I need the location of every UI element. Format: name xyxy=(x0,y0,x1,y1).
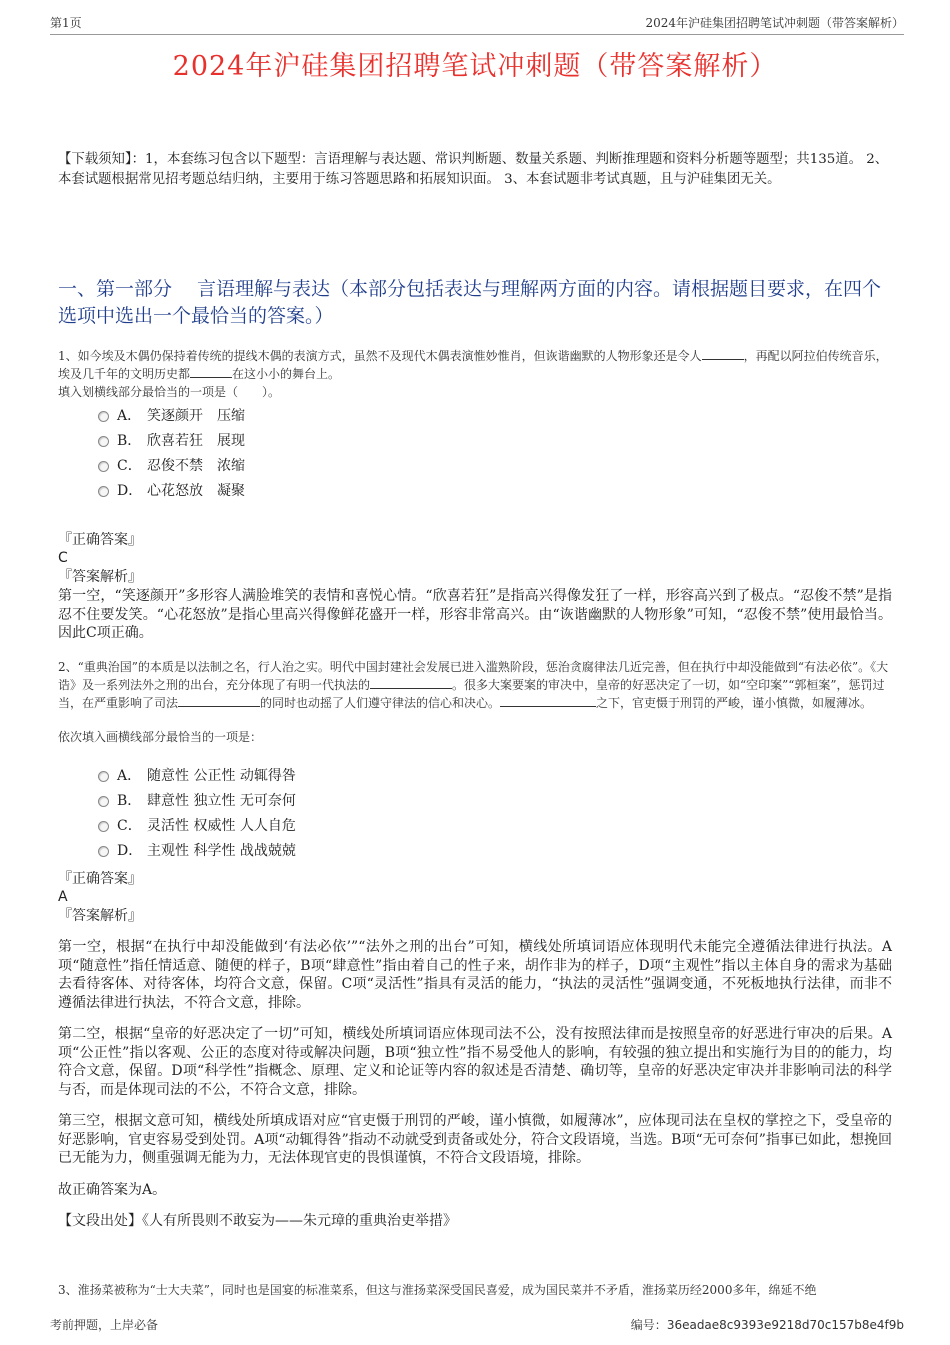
radio-icon[interactable] xyxy=(98,846,109,857)
answer-blank xyxy=(500,694,596,707)
footer-slogan: 考前押题，上岸必备 xyxy=(50,1318,159,1332)
analysis-conclusion: 故正确答案为A。 xyxy=(58,1181,167,1198)
option-a[interactable]: A． 随意性 公正性 动辄得咎 xyxy=(98,764,892,789)
question-2-options xyxy=(98,764,892,864)
radio-icon[interactable] xyxy=(98,796,109,807)
question-3-stem: 3、淮扬菜被称为“士大夫菜”，同时也是国宴的标准菜系，但这与淮扬菜深受国民喜爱，成为国民菜并不矛盾，淮扬菜历经2000多年，绵延不绝 xyxy=(58,1283,817,1297)
radio-icon[interactable] xyxy=(98,486,109,497)
radio-icon[interactable] xyxy=(98,821,109,832)
question-3 xyxy=(58,1281,892,1299)
analysis-label: 『答案解析』 xyxy=(58,908,142,924)
correct-answer-label: 『正确答案』 xyxy=(58,871,142,887)
option-c[interactable]: C． 灵活性 权威性 人人自危 xyxy=(98,814,892,839)
page-number: 第1页 xyxy=(50,16,82,30)
question-2-prompt: 依次填入画横线部分最恰当的一项是： xyxy=(58,730,263,744)
radio-icon[interactable] xyxy=(98,461,109,472)
option-b[interactable]: B． 肆意性 独立性 无可奈何 xyxy=(98,789,892,814)
radio-icon[interactable] xyxy=(98,411,109,422)
analysis-label: 『答案解析』 xyxy=(58,569,142,585)
page-footer xyxy=(50,1316,904,1333)
passage-source: 【文段出处】《人有所畏则不敢妄为——朱元璋的重典治吏举措》 xyxy=(58,1213,457,1229)
correct-answer: C xyxy=(58,550,68,566)
option-d[interactable]: D． 主观性 科学性 战战兢兢 xyxy=(98,839,892,864)
correct-answer: A xyxy=(58,889,68,905)
question-1-prompt: 填入划横线部分最恰当的一项是（ ）。 xyxy=(58,385,281,399)
answer-blank xyxy=(702,347,744,360)
page-header xyxy=(50,14,904,35)
answer-blank xyxy=(178,694,260,707)
radio-icon[interactable] xyxy=(98,771,109,782)
option-d[interactable]: D． 心花怒放 凝聚 xyxy=(98,479,892,504)
radio-icon[interactable] xyxy=(98,436,109,447)
answer-blank xyxy=(190,365,232,378)
analysis-text: 第一空，“笑逐颜开”多形容人满脸堆笑的表情和喜悦心情。“欣喜若狂”是指高兴得像发狂了一样，形容高兴到了极点。“忍俊不禁”是指忍不住要发笑。“心花怒放”是指心里高兴得像鲜花盛开一样，形容非常高兴。由“诙谐幽默的人物形象”可知，“忍俊不禁”使用最恰当。因此C项正确。 xyxy=(58,588,892,641)
section-title: 一、第一部分 言语理解与表达（本部分包括表达与理解两方面的内容。请根据题目要求，在四个选项中选出一个最恰当的答案。） xyxy=(58,278,882,327)
question-1-options xyxy=(98,404,892,504)
header-doc-title: 2024年沪硅集团招聘笔试冲刺题（带答案解析） xyxy=(645,16,904,30)
answer-blank xyxy=(370,676,452,689)
question-2-stem: 2、“重典治国”的本质是以法制之名，行人治之实。明代中国封建社会发展已进入滥熟阶段，惩治贪腐律法几近完善，但在执行中却没能做到“有法必依”。《大诰》及一系列法外之刑的出台，充分体现了有明一代执法的 。很多大案要案的审决中，皇帝的好恶决定了一切，如“空印案”“郭桓案”，惩罚过当，在严重影响了司法 的同时也动摇了人们遵守律法的信心和决心。 之下，官吏慑于刑罚的严峻，谨小慎微，如履薄冰。 xyxy=(58,660,889,710)
download-notice: 【下载须知】：1，本套练习包含以下题型：言语理解与表达题、常识判断题、数量关系题、判断推理题和资料分析题等题型；共135道。 2、本套试题根据常见招考题总结归纳，主要用于练习答题思路和拓展知识面。 3、本套试题非考试真题，且与沪硅集团无关。 xyxy=(58,152,889,187)
footer-code: 编号：36eadae8c9393e9218d70c157b8e4f9b xyxy=(630,1318,904,1332)
question-1-stem: 1、如今埃及木偶仍保持着传统的提线木偶的表演方式，虽然不及现代木偶表演惟妙惟肖，但诙谐幽默的人物形象还是令人 ，再配以阿拉伯传统音乐，埃及几千年的文明历史都 在这小小的舞台上。 xyxy=(58,349,888,381)
correct-answer-label: 『正确答案』 xyxy=(58,532,142,548)
question-1 xyxy=(58,347,892,643)
option-b[interactable]: B． 欣喜若狂 展现 xyxy=(98,429,892,454)
question-2 xyxy=(58,658,892,1231)
analysis-text-1: 第一空，根据“在执行中却没能做到‘有法必依’”“法外之刑的出台”可知，横线处所填词语应体现明代未能完全遵循法律进行执法。A项“随意性”指任情适意、随便的样子，B项“肆意性”指由着自己的性子来，胡作非为的样子，D项“主观性”指以主体自身的需求为基础去看待客体、对待客体，均符合文意，保留。C项“灵活性”指具有灵活的能力，“执法的灵活性”强调变通，不死板地执行法律，而非不遵循法律进行执法，不符合文意，排除。 xyxy=(58,939,892,1011)
option-c[interactable]: C． 忍俊不禁 浓缩 xyxy=(98,454,892,479)
analysis-text-3: 第三空，根据文意可知，横线处所填成语对应“官吏慑于刑罚的严峻，谨小慎微，如履薄冰”，应体现司法在皇权的掌控之下，受皇帝的好恶影响，官吏容易受到处罚。A项“动辄得咎”指动不动就受到责备或处分，符合文段语境，当选。B项“无可奈何”指事已如此，想挽回已无能为力，侧重强调无能为力，无法体现官吏的畏惧谨慎，不符合文段语境，排除。 xyxy=(58,1113,892,1166)
option-a[interactable]: A． 笑逐颜开 压缩 xyxy=(98,404,892,429)
document-title: 2024年沪硅集团招聘笔试冲刺题（带答案解析） xyxy=(172,51,778,82)
analysis-text-2: 第二空，根据“皇帝的好恶决定了一切”可知，横线处所填词语应体现司法不公，没有按照法律而是按照皇帝的好恶进行审决的后果。A项“公正性”指以客观、公正的态度对待或解决问题，B项“独立性”指不易受他人的影响，有较强的独立提出和实施行为目的的能力，均符合文意，保留。D项“科学性”指概念、原理、定义和论证等内容的叙述是否清楚、确切等，皇帝的好恶决定审决并非影响司法的科学与否，而是体现司法的不公，不符合文意，排除。 xyxy=(58,1026,892,1098)
